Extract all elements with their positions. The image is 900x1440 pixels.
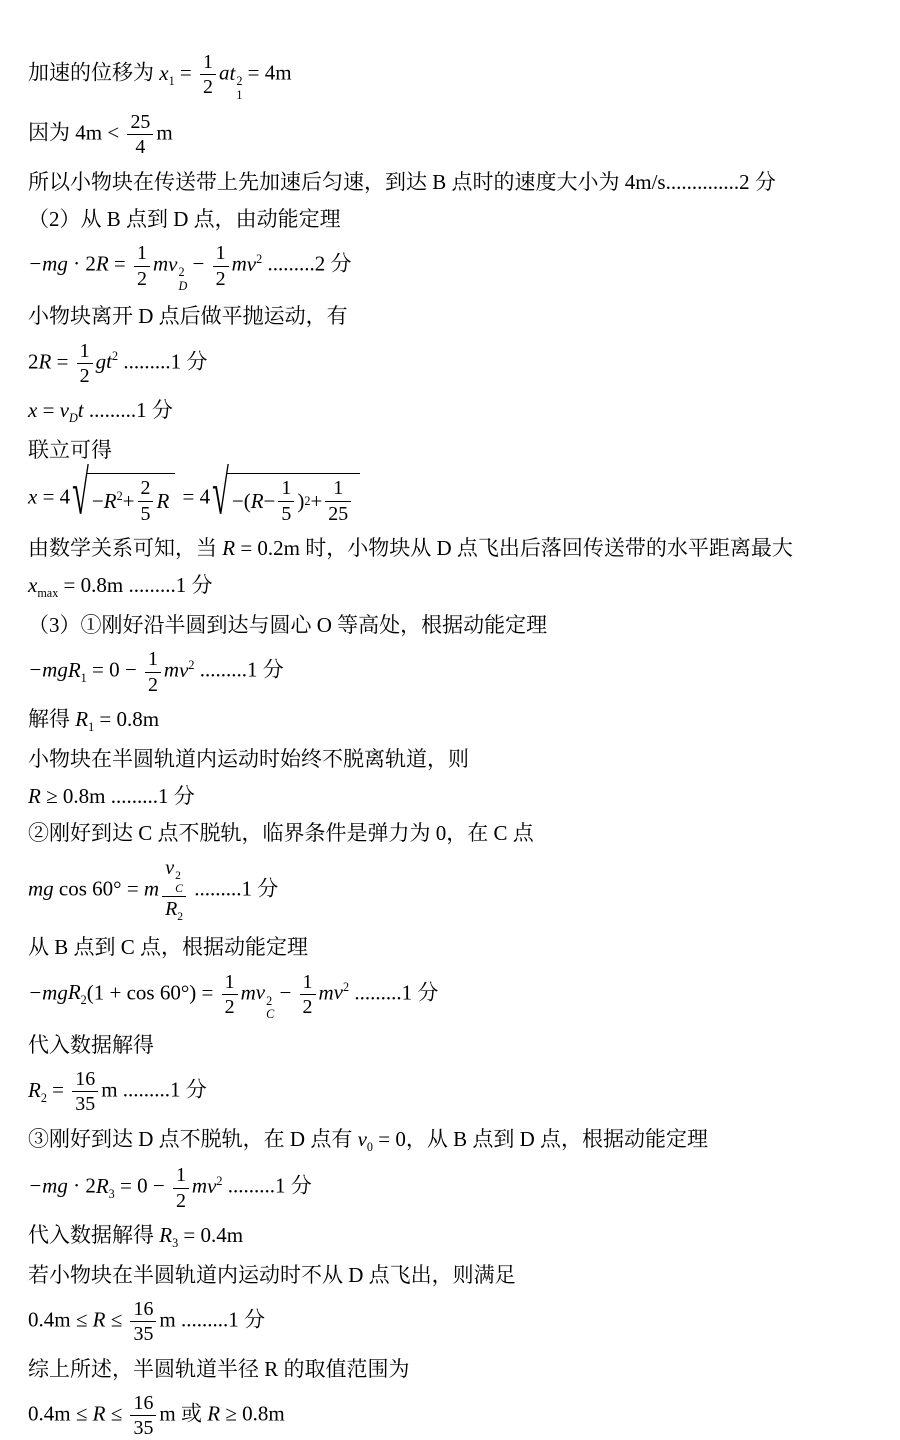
subscript: max xyxy=(37,586,59,601)
text-run: .........1 分 xyxy=(83,398,173,423)
text-run: · 2 xyxy=(67,251,96,276)
text-run: .........1 分 xyxy=(194,657,284,682)
fraction-denominator: 2 xyxy=(175,1189,186,1212)
line-x-expression xyxy=(28,457,870,528)
fraction xyxy=(127,111,153,159)
text-run: (1 + cos 60°) = xyxy=(86,980,219,1005)
variable-base: R xyxy=(95,1173,109,1198)
subscript: 3 xyxy=(172,1236,179,1251)
subscript: 3 xyxy=(108,1187,115,1202)
math-variable: −mg xyxy=(28,251,68,276)
math-variable xyxy=(68,656,87,687)
text-run: ≥ 0.8m .........1 分 xyxy=(40,783,195,808)
line-r-range1 xyxy=(28,782,870,810)
math-variable xyxy=(60,396,78,427)
fraction-numerator xyxy=(162,857,186,898)
superscript: 2 xyxy=(266,993,273,1008)
text-run: .........2 分 xyxy=(262,251,352,276)
subscript: D xyxy=(69,411,78,426)
text-run: （3）①刚好沿半圆到达与圆心 O 等高处，根据动能定理 xyxy=(28,612,548,637)
fraction-numerator: 1 xyxy=(325,477,351,501)
line-r2-value xyxy=(28,1068,870,1116)
text-run: + xyxy=(122,488,135,513)
fraction xyxy=(200,51,216,99)
text-run: −( xyxy=(231,488,251,513)
variable-base: R xyxy=(28,1077,41,1102)
fraction-numerator: 2 xyxy=(138,477,154,501)
text-run: = 0 − xyxy=(114,1173,170,1198)
superscript: 2 xyxy=(188,657,195,672)
fraction-numerator: 16 xyxy=(130,1392,156,1416)
text-run: ≥ 0.8m xyxy=(220,1401,285,1426)
variable-base: t xyxy=(229,60,236,85)
fraction-denominator: 2 xyxy=(147,673,158,696)
superscript: 2 xyxy=(256,251,263,266)
sqrt-radical xyxy=(72,457,175,528)
math-variable: R xyxy=(156,488,170,513)
line-bc-energy-header xyxy=(28,933,870,961)
subscript: C xyxy=(266,1007,275,1022)
text-run: 解得 xyxy=(28,706,76,731)
text-run: 小物块在半圆轨道内运动时始终不脱离轨道，则 xyxy=(28,746,469,771)
text-run: + xyxy=(310,488,323,513)
fraction-numerator: 1 xyxy=(77,340,93,364)
text-run: = 4 xyxy=(37,484,71,509)
fraction xyxy=(162,857,186,925)
line-final-answer xyxy=(28,1392,870,1440)
variable-base: t xyxy=(106,349,112,374)
text-run: = xyxy=(174,60,198,85)
fraction xyxy=(130,1298,156,1346)
subscript: 1 xyxy=(88,720,95,735)
text-run: ③刚好到达 D 点不脱轨，在 D 点有 xyxy=(28,1126,358,1151)
math-variable: x xyxy=(28,398,38,423)
math-variable xyxy=(28,571,58,602)
math-variable: m xyxy=(143,876,160,901)
variable-base: R xyxy=(165,898,178,921)
fraction-denominator: 2 xyxy=(203,76,213,99)
math-variable: x xyxy=(28,484,38,509)
line-because-compare xyxy=(28,111,870,159)
variable-base: v xyxy=(179,657,189,682)
subscript: 1 xyxy=(80,671,87,686)
line-projectile-intro xyxy=(28,302,870,330)
line-projectile-vertical xyxy=(28,340,870,388)
math-variable: m xyxy=(240,980,256,1005)
subscript: 1 xyxy=(168,73,175,88)
subscript: D xyxy=(178,278,188,293)
math-variable: R xyxy=(92,1307,106,1332)
line-part3-case1-header xyxy=(28,611,870,639)
math-variable xyxy=(96,1172,115,1203)
fraction-numerator: 1 xyxy=(134,242,150,266)
math-variable: −mg xyxy=(28,1173,68,1198)
math-variable xyxy=(75,705,94,736)
fraction xyxy=(300,971,316,1019)
radical-sign-icon: √ xyxy=(72,457,89,528)
math-variable: m xyxy=(163,657,180,682)
text-run: = xyxy=(46,1077,70,1102)
math-variable: −mg xyxy=(28,657,68,682)
text-run: 2 xyxy=(28,349,39,374)
math-variable xyxy=(229,59,242,102)
fraction xyxy=(138,477,154,525)
math-variable xyxy=(68,978,87,1009)
text-run: 0.4m ≤ xyxy=(28,1307,93,1332)
fraction-denominator: 2 xyxy=(215,267,226,290)
line-math-relation xyxy=(28,534,870,562)
math-variable: m xyxy=(152,251,169,276)
superscript: 2 xyxy=(216,1173,223,1188)
sup-sub-stack xyxy=(175,870,183,895)
math-variable: R xyxy=(38,349,52,374)
text-run: ②刚好到达 C 点不脱轨，临界条件是弹力为 0，在 C 点 xyxy=(28,821,534,846)
text-run: = 0 − xyxy=(86,657,142,682)
fraction-numerator: 1 xyxy=(278,477,294,501)
fraction-numerator: 1 xyxy=(200,51,216,75)
superscript: 2 xyxy=(343,980,350,995)
line-xmax xyxy=(28,571,870,602)
fraction xyxy=(134,242,150,290)
variable-base: v xyxy=(333,980,343,1005)
fraction xyxy=(77,340,93,388)
text-run: （2）从 B 点到 D 点，由动能定理 xyxy=(28,206,341,231)
text-run: ) xyxy=(297,488,305,513)
subscript: C xyxy=(175,881,183,895)
text-run: 小物块离开 D 点后做平抛运动，有 xyxy=(28,304,348,329)
variable-base: v xyxy=(165,856,175,879)
text-run: 若小物块在半圆轨道内运动时不从 D 点飞出，则满足 xyxy=(28,1262,516,1287)
math-variable: R xyxy=(222,535,236,560)
variable-base: R xyxy=(67,980,81,1005)
math-variable xyxy=(104,487,123,515)
text-run: = 0.8m .........1 分 xyxy=(58,573,213,598)
math-variable xyxy=(159,59,174,90)
fraction-denominator: 35 xyxy=(133,1323,154,1346)
line-substitute1 xyxy=(28,1031,870,1059)
fraction xyxy=(72,1068,98,1116)
fraction xyxy=(213,242,229,290)
text-run: 加速的位移为 xyxy=(28,60,160,85)
math-variable xyxy=(168,250,187,293)
text-run: = 0.8m xyxy=(94,706,160,731)
superscript: 2 xyxy=(175,868,181,882)
text-run: ≤ xyxy=(105,1307,128,1332)
line-case3-energy xyxy=(28,1164,870,1212)
superscript: 2 xyxy=(111,349,119,364)
math-variable: g xyxy=(95,349,107,374)
fraction xyxy=(278,477,294,525)
fraction-denominator: 35 xyxy=(133,1417,154,1440)
text-run: 代入数据解得 xyxy=(28,1222,160,1247)
text-run: 联立可得 xyxy=(28,437,112,462)
text-run: .........1 分 xyxy=(118,349,208,374)
text-run: .........1 分 xyxy=(349,980,439,1005)
fraction-denominator: 5 xyxy=(281,502,292,525)
math-variable: −mg xyxy=(28,980,68,1005)
line-case2-header xyxy=(28,819,870,847)
text-run: m 或 xyxy=(159,1401,208,1426)
math-variable: t xyxy=(77,398,84,423)
text-run: m xyxy=(156,120,173,145)
line-r3-value xyxy=(28,1221,870,1252)
variable-base: x xyxy=(159,60,169,85)
text-run: = xyxy=(37,398,60,423)
math-variable: m xyxy=(318,980,334,1005)
fraction-denominator xyxy=(162,897,186,924)
variable-base: R xyxy=(67,657,81,682)
text-run: = 0，从 B 点到 D 点，根据动能定理 xyxy=(373,1126,709,1151)
sup-sub-stack xyxy=(178,266,187,293)
fraction-denominator: 25 xyxy=(328,502,349,525)
fraction xyxy=(325,477,351,525)
math-variable xyxy=(179,656,194,684)
subscript: 0 xyxy=(366,1139,374,1154)
superscript: 2 xyxy=(178,265,185,280)
fraction-numerator: 1 xyxy=(145,648,161,672)
line-case1-r1 xyxy=(28,705,870,736)
math-variable xyxy=(358,1125,373,1156)
text-run: m .........1 分 xyxy=(159,1307,266,1332)
fraction-denominator: 5 xyxy=(140,502,151,525)
math-variable: R xyxy=(28,783,41,808)
text-run: − xyxy=(91,488,104,513)
line-case1-energy xyxy=(28,648,870,696)
text-run: 所以小物块在传送带上先加速后匀速，到达 B 点时的速度大小为 4m/s..............2 分 xyxy=(28,169,776,194)
text-run: = 0.2m 时，小物块从 D 点飞出后落回传送带的水平距离最大 xyxy=(235,535,793,560)
math-variable xyxy=(247,250,262,278)
radical-sign-icon: √ xyxy=(212,457,229,528)
fraction-numerator: 1 xyxy=(173,1164,189,1188)
text-run: = 0.4m xyxy=(178,1222,244,1247)
variable-base: v xyxy=(246,251,257,276)
line-combine xyxy=(28,436,870,464)
text-run: − xyxy=(263,488,276,513)
superscript: 2 xyxy=(304,493,311,508)
line-conclusion-belt-speed xyxy=(28,168,870,196)
variable-base: v xyxy=(207,1173,217,1198)
text-run: = xyxy=(108,251,132,276)
text-run: cos 60° = xyxy=(53,876,144,901)
math-variable xyxy=(165,857,183,896)
math-variable xyxy=(165,898,183,924)
line-projectile-horizontal xyxy=(28,396,870,427)
text-run: = xyxy=(51,349,74,374)
line-r-range2 xyxy=(28,1298,870,1346)
line-summary-header xyxy=(28,1355,870,1383)
superscript: 2 xyxy=(116,488,123,503)
math-variable xyxy=(159,1221,178,1252)
fraction-denominator: 4 xyxy=(135,136,146,159)
fraction-denominator: 2 xyxy=(79,364,90,387)
math-variable: a xyxy=(218,60,230,85)
sup-sub-stack xyxy=(266,995,274,1022)
fraction-numerator: 1 xyxy=(213,242,229,266)
text-run: 综上所述，半圆轨道半径 R 的取值范围为 xyxy=(28,1356,410,1381)
superscript: 2 xyxy=(236,74,243,89)
line-energy-theorem-bd xyxy=(28,242,870,293)
line-no-fly-d xyxy=(28,1261,870,1289)
text-run: .........1 分 xyxy=(222,1173,312,1198)
text-run: − xyxy=(187,251,210,276)
math-variable: R xyxy=(95,251,109,276)
line-part2-header xyxy=(28,205,870,233)
text-run: m .........1 分 xyxy=(101,1077,207,1102)
line-case3-header xyxy=(28,1125,870,1156)
text-run: 由数学关系可知，当 xyxy=(28,535,223,560)
variable-base: v xyxy=(168,251,178,276)
variable-base: v xyxy=(255,980,266,1005)
text-run: = 4 xyxy=(177,484,211,509)
radical-body xyxy=(227,473,360,525)
math-variable xyxy=(256,978,274,1021)
math-variable: R xyxy=(92,1401,106,1426)
line-case2-critical xyxy=(28,857,870,925)
math-variable xyxy=(334,978,349,1006)
math-variable: mg xyxy=(28,876,54,901)
radical-body xyxy=(87,473,175,525)
text-run: 代入数据解得 xyxy=(28,1032,154,1057)
fraction-denominator: 2 xyxy=(302,995,313,1018)
fraction-denominator: 2 xyxy=(224,995,235,1018)
text-run: 0.4m ≤ xyxy=(28,1401,93,1426)
fraction xyxy=(130,1392,156,1440)
subscript: 2 xyxy=(80,993,87,1008)
text-run: 因为 4m < xyxy=(28,120,125,145)
text-run: − xyxy=(274,980,297,1005)
fraction-numerator: 1 xyxy=(222,971,238,995)
math-variable xyxy=(106,347,118,375)
math-variable: R xyxy=(250,488,264,513)
text-run: .........1 分 xyxy=(189,876,279,901)
sqrt-radical xyxy=(212,457,360,528)
text-run: ≤ xyxy=(105,1401,128,1426)
fraction xyxy=(222,971,238,1019)
fraction-denominator: 2 xyxy=(137,267,147,290)
variable-base: R xyxy=(159,1222,173,1247)
math-variable: m xyxy=(231,251,247,276)
variable-base: v xyxy=(357,1126,367,1151)
text-run: · 2 xyxy=(67,1173,96,1198)
fraction-numerator: 16 xyxy=(72,1068,98,1092)
fraction-numerator: 25 xyxy=(127,111,153,135)
math-variable: m xyxy=(191,1173,208,1198)
fraction xyxy=(145,648,161,696)
text-run: 从 B 点到 C 点，根据动能定理 xyxy=(28,935,309,960)
variable-base: v xyxy=(59,398,69,423)
math-variable: R xyxy=(207,1401,221,1426)
line-accel-displacement xyxy=(28,51,870,102)
text-run: = 4m xyxy=(242,60,292,85)
fraction-numerator: 16 xyxy=(130,1298,156,1322)
line-bc-energy xyxy=(28,971,870,1022)
fraction xyxy=(173,1164,189,1212)
subscript: 1 xyxy=(236,87,243,102)
variable-base: x xyxy=(28,573,38,598)
math-variable xyxy=(28,1076,47,1107)
math-variable xyxy=(207,1172,222,1200)
fraction-denominator: 35 xyxy=(75,1093,96,1116)
line-no-leave-track xyxy=(28,745,870,773)
fraction-numerator: 1 xyxy=(300,971,316,995)
subscript: 2 xyxy=(40,1090,47,1105)
subscript: 2 xyxy=(177,910,184,924)
variable-base: R xyxy=(75,706,89,731)
variable-base: R xyxy=(103,488,117,513)
